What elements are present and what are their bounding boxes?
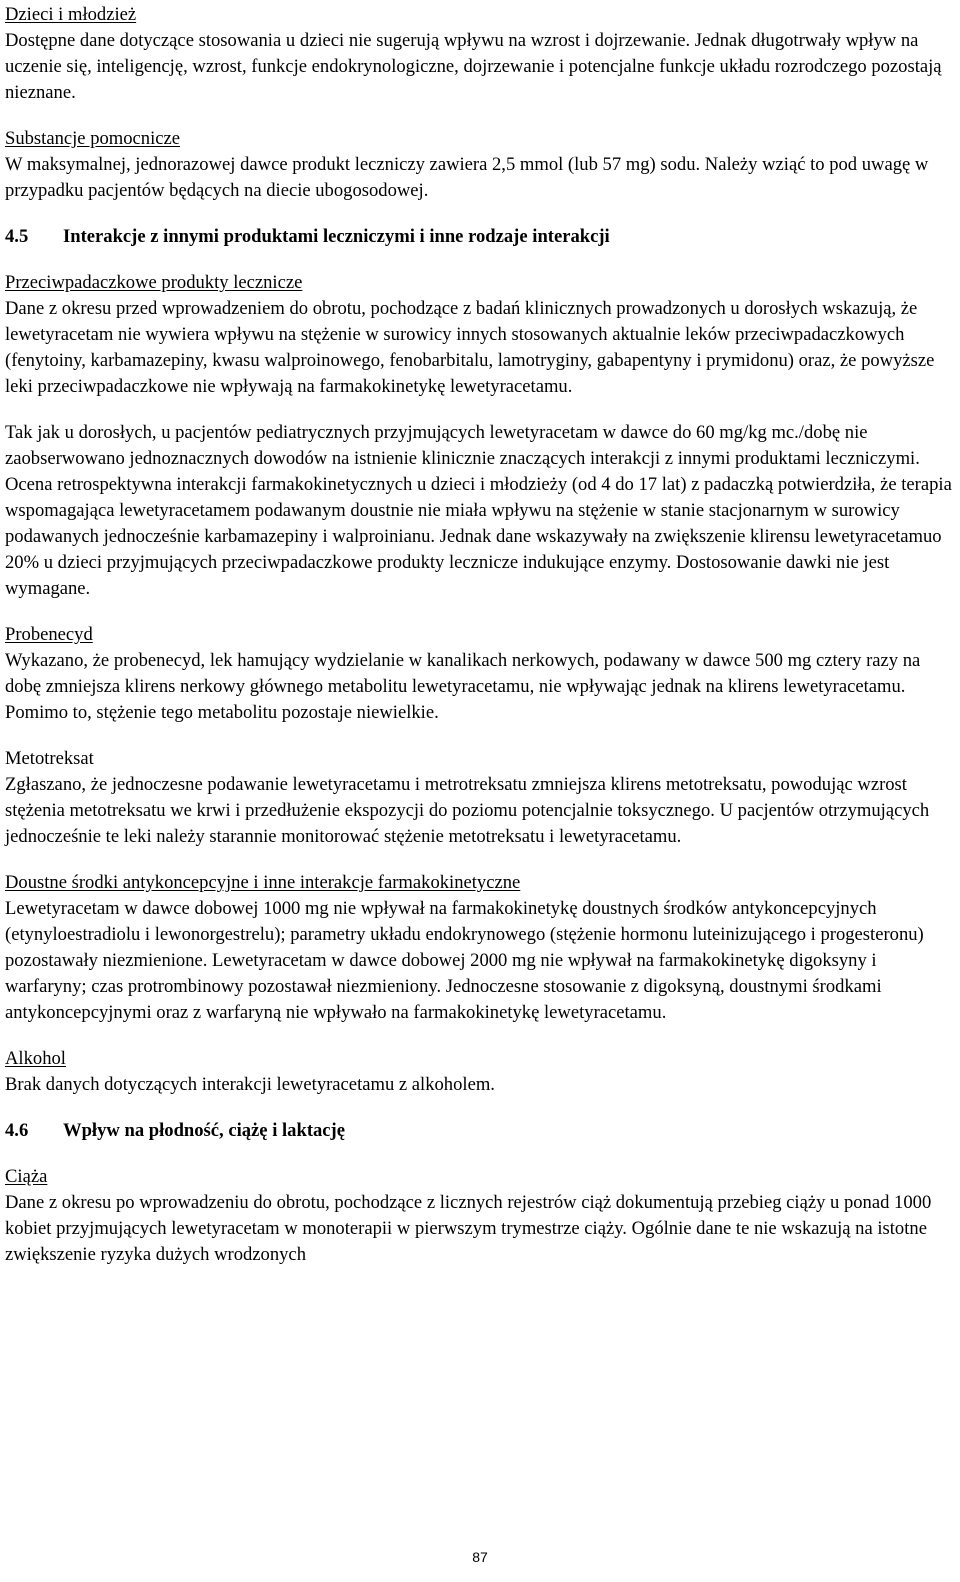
section-title: Wpływ na płodność, ciążę i laktację [63, 1120, 346, 1141]
paragraph: Lewetyracetam w dawce dobowej 1000 mg nie wpływał na farmakokinetykę doustnych środków antykoncepcyjnych (etynyloestradiolu i lewonorgestrelu); parametry układu endokrynowego (stężenie hormonu luteinizującego i progesteronu) pozostawały niezmienione. Lewetyracetam w dawce dobowej 2000 mg nie wpływał na farmakokinetykę digoksyny i warfaryny; czas protrombinowy pozostawał niezmieniony. Jednoczesne stosowanie z digoksyną, doustnymi środkami antykoncepcyjnymi oraz z warfaryną nie wpływało na farmakokinetykę lewetyracetamu. [5, 898, 924, 1023]
subheading: Substancje pomocnicze [5, 128, 181, 149]
paragraph-spacer [5, 250, 953, 270]
subheading: Ciąża [5, 1166, 48, 1187]
subheading: Probenecyd [5, 624, 93, 645]
paragraph-spacer [5, 850, 953, 870]
section-number: 4.6 [5, 1120, 29, 1141]
paragraph-spacer [5, 400, 953, 420]
paragraph: Brak danych dotyczących interakcji lewetyracetamu z alkoholem. [5, 1074, 495, 1095]
paragraph-spacer [5, 726, 953, 746]
paragraph: Zgłaszano, że jednoczesne podawanie lewetyracetamu i metrotreksatu zmniejsza klirens metotreksatu, powodując wzrost stężenia metotreksatu we krwi i przedłużenie ekspozycji do poziomu potencjalnie toksycznego. U pacjentów otrzymujących jednocześnie te leki należy starannie monitorować stężenie metotreksatu i lewetyracetamu. [5, 774, 930, 847]
document-page [5, 2, 953, 1268]
section-heading [5, 1118, 953, 1144]
paragraph: Dane z okresu przed wprowadzeniem do obrotu, pochodzące z badań klinicznych prowadzonych u dorosłych wskazują, że lewetyracetam nie wywiera wpływu na stężenie w surowicy innych stosowanych aktualnie leków przeciwpadaczkowych (fenytoiny, karbamazepiny, kwasu walproinowego, fenobarbitalu, lamotryginy, gabapentyny i prymidonu) oraz, że powyższe leki przeciwpadaczkowe nie wpływają na farmakokinetykę lewetyracetamu. [5, 298, 935, 397]
subheading: Doustne środki antykoncepcyjne i inne interakcje farmakokinetyczne [5, 872, 521, 893]
section-title: Interakcje z innymi produktami leczniczymi i inne rodzaje interakcji [63, 226, 610, 247]
paragraph-spacer [5, 1098, 953, 1118]
subheading: Dzieci i młodzież [5, 4, 137, 25]
section-heading [5, 224, 953, 250]
section-number: 4.5 [5, 226, 29, 247]
paragraph-spacer [5, 1026, 953, 1046]
subheading: Przeciwpadaczkowe produkty lecznicze [5, 272, 303, 293]
paragraph-spacer [5, 602, 953, 622]
paragraph: Dane z okresu po wprowadzeniu do obrotu, pochodzące z licznych rejestrów ciąż dokumentują przebieg ciąży u ponad 1000 kobiet przyjmujących lewetyracetam w monoterapii w pierwszym trymestrze ciąży. Ogólnie dane te nie wskazują na istotne zwiększenie ryzyka dużych wrodzonych [5, 1192, 932, 1265]
paragraph: Dostępne dane dotyczące stosowania u dzieci nie sugerują wpływu na wzrost i dojrzewanie. Jednak długotrwały wpływ na uczenie się, inteligencję, wzrost, funkcje endokrynologiczne, dojrzewanie i potencjalne funkcje układu rozrodczego pozostają nieznane. [5, 30, 942, 103]
paragraph: W maksymalnej, jednorazowej dawce produkt leczniczy zawiera 2,5 mmol (lub 57 mg) sodu. Należy wziąć to pod uwagę w przypadku pacjentów będących na diecie ubogosodowej. [5, 154, 929, 201]
page-number: 87 [472, 1549, 488, 1565]
paragraph: Ocena retrospektywna interakcji farmakokinetycznych u dzieci i młodzieży (od 4 do 17 lat) z padaczką potwierdziła, że terapia wspomagająca lewetyracetamem podawanym doustnie nie miała wpływu na stężenie w stanie stacjonarnym w surowicy podawanych jednocześnie karbamazepiny i walproinianu. Jednak dane wskazywały na zwiększenie klirensu lewetyracetamuo 20% u dzieci przyjmujących przeciwpadaczkowe produkty lecznicze indukujące enzymy. Dostosowanie dawki nie jest wymagane. [5, 474, 952, 599]
subheading: Metotreksat [5, 748, 94, 769]
subheading: Alkohol [5, 1048, 66, 1069]
paragraph: Tak jak u dorosłych, u pacjentów pediatrycznych przyjmujących lewetyracetam w dawce do 60 mg/kg mc./dobę nie zaobserwowano jednoznacznych dowodów na istnienie klinicznie znaczących interakcji z innymi produktami leczniczymi. [5, 422, 920, 469]
paragraph-spacer [5, 204, 953, 224]
paragraph: Wykazano, że probenecyd, lek hamujący wydzielanie w kanalikach nerkowych, podawany w dawce 500 mg cztery razy na dobę zmniejsza klirens nerkowy głównego metabolitu lewetyracetamu, nie wpływając jednak na klirens lewetyracetamu. Pomimo to, stężenie tego metabolitu pozostaje niewielkie. [5, 650, 921, 723]
paragraph-spacer [5, 1144, 953, 1164]
paragraph-spacer [5, 106, 953, 126]
